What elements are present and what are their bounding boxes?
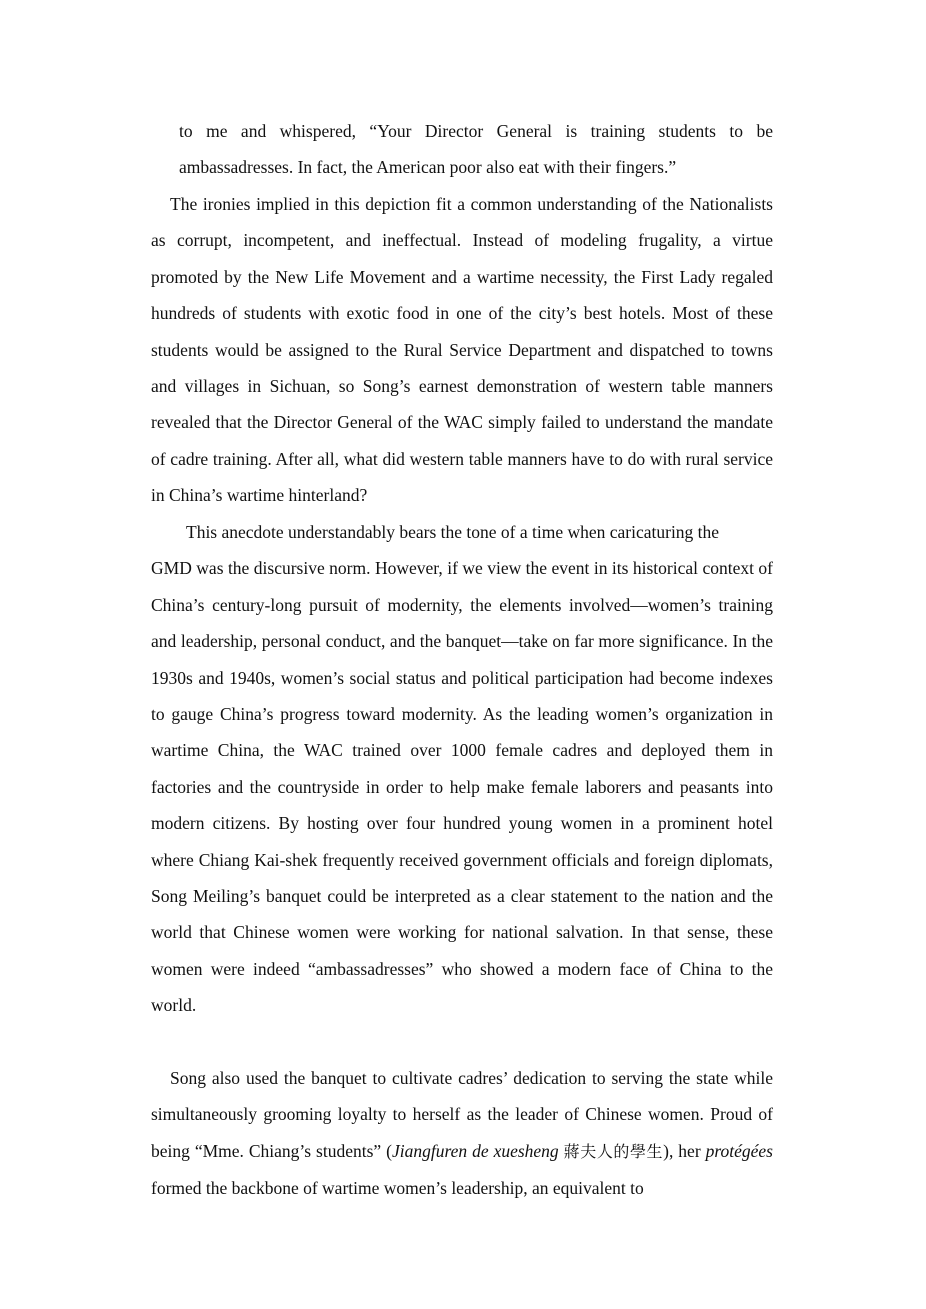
paragraph-banquet-text-3: formed the backbone of wartime women’s leadership, an equivalent to: [151, 1178, 644, 1199]
paragraph-anecdote-lead: This anecdote understandably bears the tone of a time when caricaturing the: [186, 522, 720, 542]
paragraph-banquet-text-1: Song also used the banquet to cultivate cadres’ dedication to serving the state while simultaneously grooming loyalty to herself as the leader of Chinese women. Proud of being “Mme. Chiang’s students” (: [151, 1068, 773, 1161]
proteges-term: protégées: [705, 1140, 773, 1161]
paragraph-banquet-loyalty: [151, 1060, 773, 1207]
paragraph-anecdote-body: GMD was the discursive norm. However, if we view the event in its historical context of China’s century-long pursuit of modernity, the elements involved—women’s training and leadership, personal conduct, and the banquet—take on far more significance. In the 1930s and 1940s, women’s social status and political participation had become indexes to gauge China’s progress toward modernity. As the leading women’s organization in wartime China, the WAC trained over 1000 female cadres and deployed them in factories and the countryside in order to help make female laborers and peasants into modern citizens. By hosting over four hundred young women in a prominent hotel where Chiang Kai-shek frequently received government officials and foreign diplomats, Song Meiling’s banquet could be interpreted as a clear statement to the nation and the world that Chinese women were working for national salvation. In that sense, these women were indeed “ambassadresses” who showed a modern face of China to the world.: [151, 558, 773, 1016]
block-quote: to me and whispered, “Your Director General is training students to be ambassadresses. In fact, the American poor also eat with their fingers.”: [179, 121, 773, 178]
paragraph-anecdote: [151, 514, 773, 1024]
paragraph-ironies: The ironies implied in this depiction fit a common understanding of the Nationalists as corrupt, incompetent, and ineffectual. Instead of modeling frugality, a virtue promoted by the New Life Movement and a wartime necessity, the First Lady regaled hundreds of students with exotic food in one of the city’s best hotels. Most of these students would be assigned to the Rural Service Department and dispatched to towns and villages in Sichuan, so Song’s earnest demonstration of western table manners revealed that the Director General of the WAC simply failed to understand the mandate of cadre training. After all, what did western table manners have to do with rural service in China’s wartime hinterland?: [151, 194, 773, 506]
romanized-term: Jiangfuren de xuesheng: [391, 1140, 559, 1161]
paragraph-banquet-text-2: ), her: [663, 1140, 706, 1161]
chinese-term: 蔣夫人的學生: [563, 1141, 664, 1161]
